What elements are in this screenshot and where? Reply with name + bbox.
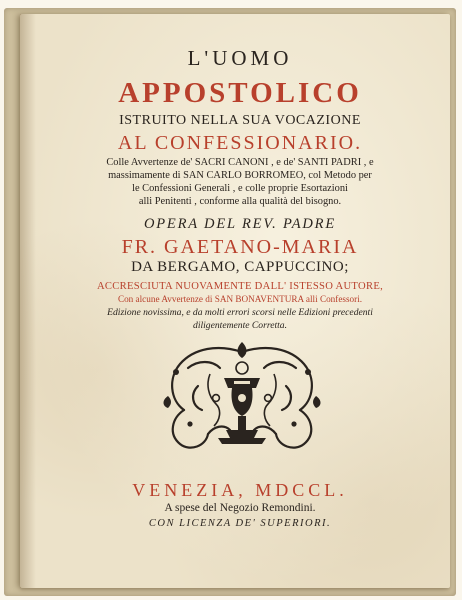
subtitle-line: ISTRUITO NELLA SUA VOCAZIONE — [119, 113, 361, 128]
title-line-1: L'UOMO — [187, 46, 293, 70]
printers-ornament-vignette — [158, 338, 326, 456]
description-line-1: Colle Avvertenze de' SACRI CANONI , e de' SANTI PADRI , e — [106, 157, 374, 168]
description-line-2: massimamente di SAN CARLO BORROMEO, col Metodo per — [108, 170, 372, 181]
description-line-3: le Confessioni Generali , e colle proprie Esortazioni — [132, 183, 348, 194]
imprint-publisher: A spese del Negozio Remondini. — [164, 502, 316, 514]
edition-note-2: diligentemente Corretta. — [193, 320, 287, 331]
opera-line: OPERA DEL REV. PADRE — [143, 216, 336, 232]
author-origin: DA BERGAMO, CAPPUCCINO; — [131, 259, 349, 275]
edition-line-1: ACCRESCIUTA NUOVAMENTE DALL' ISTESSO AUTORE, — [96, 281, 384, 292]
imprint-city-date: VENEZIA, MDCCL. — [132, 480, 348, 500]
edition-note-1: Edizione novissima, e da molti errori scorsi nelle Edizioni precedenti — [107, 307, 373, 318]
author-name: FR. GAETANO-MARIA — [121, 236, 359, 258]
description-line-4: alli Penitenti , conforme alla qualità del bisogno. — [138, 196, 342, 207]
title-line-2: APPOSTOLICO — [118, 77, 362, 109]
title-line-confessionario: AL CONFESSIONARIO. — [117, 132, 363, 154]
imprint-license: CON LICENZA DE' SUPERIORI. — [148, 518, 332, 529]
edition-line-2: Con alcune Avvertenze di SAN BONAVENTURA alli Confessori. — [117, 294, 363, 304]
